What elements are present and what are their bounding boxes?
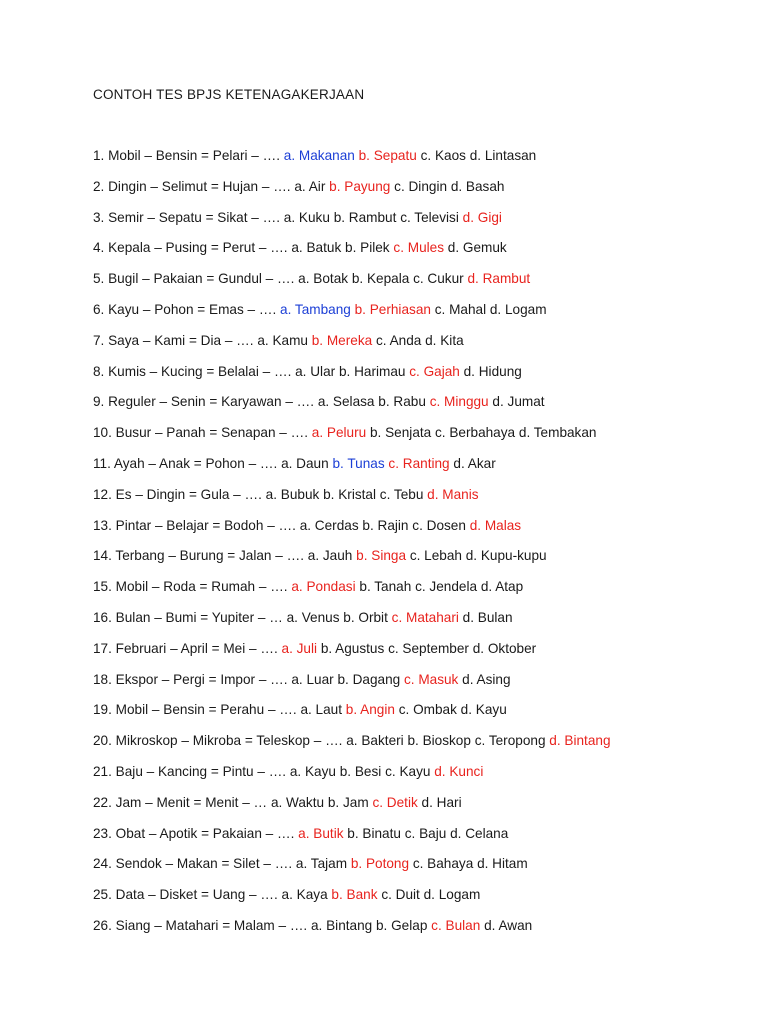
question-row bbox=[93, 425, 748, 456]
answer-option: c. Matahari bbox=[391, 609, 459, 625]
question-stem: 25. Data – Disket = Uang – …. bbox=[93, 887, 282, 903]
answer-option: c. Gajah bbox=[409, 363, 460, 379]
question-row bbox=[93, 548, 748, 579]
answer-option: b. Perhiasan bbox=[354, 301, 431, 317]
answer-option: b. Besi bbox=[339, 763, 382, 779]
answer-option: d. Kayu bbox=[460, 702, 507, 718]
question-stem: 17. Februari – April = Mei – …. bbox=[93, 640, 282, 656]
answer-option: c. Kaos bbox=[420, 148, 466, 163]
answer-option: d. Bulan bbox=[462, 609, 513, 625]
answer-option: b. Singa bbox=[356, 548, 407, 564]
answer-option: c. Dingin bbox=[394, 178, 448, 194]
answer-option: a. Batuk bbox=[291, 240, 342, 256]
answer-option: b. Potong bbox=[350, 856, 410, 872]
answer-option: c. Anda bbox=[375, 332, 422, 348]
answer-option: c. Detik bbox=[372, 794, 418, 810]
answer-option: d. Akar bbox=[453, 455, 496, 471]
answer-option: d. Gigi bbox=[462, 209, 502, 225]
answer-option: c. Ombak bbox=[398, 702, 457, 718]
answer-option: c. Lebah bbox=[409, 548, 462, 564]
answer-option: b. Senjata bbox=[370, 425, 432, 441]
question-stem: 21. Baju – Kancing = Pintu – …. bbox=[93, 763, 290, 779]
answer-option: b. Pilek bbox=[345, 240, 390, 256]
answer-option: d. Logam bbox=[423, 887, 481, 903]
answer-option: c. Minggu bbox=[429, 394, 489, 410]
question-list bbox=[93, 148, 748, 949]
answer-option: a. Selasa bbox=[317, 394, 375, 410]
answer-option: c. Mules bbox=[393, 240, 445, 256]
answer-option: b. Jam bbox=[327, 794, 369, 810]
question-row bbox=[93, 333, 748, 364]
answer-option: c. Ranting bbox=[388, 455, 450, 471]
question-row bbox=[93, 456, 748, 487]
answer-option: a. Botak bbox=[298, 271, 349, 287]
question-stem: 10. Busur – Panah = Senapan – …. bbox=[93, 425, 312, 441]
answer-option: a. Jauh bbox=[307, 548, 353, 564]
answer-option: b. Orbit bbox=[343, 609, 388, 625]
answer-option: d. Basah bbox=[450, 178, 505, 194]
answer-option: a. Bakteri bbox=[346, 733, 404, 749]
answer-option: a. Air bbox=[294, 178, 326, 194]
answer-option: a. Kayu bbox=[289, 763, 336, 779]
answer-option: d. Tembakan bbox=[518, 425, 597, 441]
answer-option: d. Gemuk bbox=[447, 240, 507, 256]
question-stem: 24. Sendok – Makan = Silet – …. bbox=[93, 856, 296, 872]
answer-option: a. Cerdas bbox=[299, 517, 359, 533]
answer-option: d. Manis bbox=[427, 486, 479, 502]
answer-option: b. Rajin bbox=[362, 517, 409, 533]
answer-option: d. Jumat bbox=[492, 394, 545, 410]
answer-option: a. Daun bbox=[281, 455, 329, 471]
answer-option: a. Juli bbox=[281, 640, 318, 656]
answer-option: c. Bahaya bbox=[412, 856, 474, 872]
answer-option: c. Berbahaya bbox=[435, 425, 516, 441]
answer-option: d. Kita bbox=[425, 332, 464, 348]
question-row bbox=[93, 518, 748, 549]
answer-option: c. September bbox=[388, 640, 469, 656]
question-stem: 2. Dingin – Selimut = Hujan – …. bbox=[93, 178, 295, 194]
question-stem: 12. Es – Dingin = Gula – …. bbox=[93, 486, 266, 502]
question-stem: 15. Mobil – Roda = Rumah – …. bbox=[93, 579, 292, 595]
question-stem: 9. Reguler – Senin = Karyawan – …. bbox=[93, 394, 318, 410]
question-row bbox=[93, 702, 748, 733]
answer-option: b. Kepala bbox=[351, 271, 410, 287]
question-row bbox=[93, 579, 748, 610]
question-row bbox=[93, 887, 748, 918]
answer-option: a. Butik bbox=[298, 825, 344, 841]
question-stem: 1. Mobil – Bensin = Pelari – …. bbox=[93, 148, 284, 163]
answer-option: a. Laut bbox=[300, 702, 343, 718]
answer-option: b. Tunas bbox=[332, 455, 385, 471]
answer-option: d. Kupu-kupu bbox=[465, 548, 547, 564]
answer-option: c. Masuk bbox=[403, 671, 459, 687]
answer-option: a. Pondasi bbox=[291, 579, 356, 595]
question-row bbox=[93, 856, 748, 887]
answer-option: c. Jendela bbox=[415, 579, 478, 595]
question-row bbox=[93, 394, 748, 425]
answer-option: a. Kamu bbox=[257, 332, 308, 348]
question-stem: 7. Saya – Kami = Dia – …. bbox=[93, 332, 258, 348]
question-row bbox=[93, 918, 748, 949]
question-row bbox=[93, 795, 748, 826]
answer-option: b. Rabu bbox=[378, 394, 426, 410]
question-row bbox=[93, 826, 748, 857]
question-stem: 8. Kumis – Kucing = Belalai – …. bbox=[93, 363, 296, 379]
answer-option: c. Cukur bbox=[413, 271, 464, 287]
answer-option: b. Harimau bbox=[338, 363, 406, 379]
answer-option: d. Hidung bbox=[463, 363, 522, 379]
answer-option: b. Gelap bbox=[376, 917, 428, 933]
answer-option: b. Rambut bbox=[333, 209, 397, 225]
answer-option: a. Makanan bbox=[283, 148, 355, 163]
answer-option: a. Luar bbox=[291, 671, 334, 687]
answer-option: c. Bulan bbox=[431, 917, 481, 933]
page-title: CONTOH TES BPJS KETENAGAKERJAAN bbox=[93, 87, 365, 102]
answer-option: c. Mahal bbox=[434, 301, 487, 317]
answer-option: c. Dosen bbox=[412, 517, 466, 533]
answer-option: d. Kunci bbox=[434, 763, 484, 779]
question-row bbox=[93, 764, 748, 795]
question-row bbox=[93, 364, 748, 395]
answer-option: c. Teropong bbox=[474, 733, 546, 749]
question-stem: 26. Siang – Matahari = Malam – …. bbox=[93, 917, 311, 933]
answer-option: b. Dagang bbox=[337, 671, 401, 687]
question-stem: 18. Ekspor – Pergi = Impor – …. bbox=[93, 671, 292, 687]
answer-option: a. Bintang bbox=[311, 917, 373, 933]
question-row bbox=[93, 672, 748, 703]
answer-option: b. Bank bbox=[331, 887, 378, 903]
answer-option: d. Hitam bbox=[477, 856, 528, 872]
answer-option: a. Kaya bbox=[281, 887, 328, 903]
question-row bbox=[93, 148, 748, 179]
answer-option: d. Logam bbox=[489, 301, 547, 317]
answer-option: d. Celana bbox=[450, 825, 509, 841]
answer-option: a. Kuku bbox=[283, 209, 330, 225]
answer-option: b. Kristal bbox=[323, 486, 377, 502]
answer-option: d. Lintasan bbox=[469, 148, 537, 163]
answer-option: c. Tebu bbox=[379, 486, 424, 502]
answer-option: b. Mereka bbox=[311, 332, 373, 348]
document-page bbox=[93, 87, 748, 949]
question-stem: 19. Mobil – Bensin = Perahu – …. bbox=[93, 702, 301, 718]
question-stem: 20. Mikroskop – Mikroba = Teleskop – …. bbox=[93, 733, 347, 749]
answer-option: c. Duit bbox=[381, 887, 420, 903]
question-row bbox=[93, 487, 748, 518]
answer-option: b. Bioskop bbox=[407, 733, 471, 749]
question-row bbox=[93, 641, 748, 672]
question-stem: 23. Obat – Apotik = Pakaian – …. bbox=[93, 825, 299, 841]
question-stem: 16. Bulan – Bumi = Yupiter – … bbox=[93, 609, 287, 625]
question-row bbox=[93, 302, 748, 333]
answer-option: d. Malas bbox=[469, 517, 522, 533]
question-row bbox=[93, 733, 748, 764]
answer-option: d. Awan bbox=[484, 917, 533, 933]
answer-option: a. Ular bbox=[295, 363, 336, 379]
question-row bbox=[93, 179, 748, 210]
answer-option: c. Baju bbox=[404, 825, 447, 841]
answer-option: b. Agustus bbox=[320, 640, 385, 656]
answer-option: b. Tanah bbox=[359, 579, 412, 595]
question-stem: 6. Kayu – Pohon = Emas – …. bbox=[93, 301, 281, 317]
question-row bbox=[93, 610, 748, 641]
answer-option: c. Televisi bbox=[400, 209, 459, 225]
answer-option: c. Kayu bbox=[385, 763, 431, 779]
question-stem: 5. Bugil – Pakaian = Gundul – …. bbox=[93, 271, 299, 287]
answer-option: d. Asing bbox=[462, 671, 511, 687]
question-stem: 11. Ayah – Anak = Pohon – …. bbox=[93, 455, 282, 471]
question-stem: 14. Terbang – Burung = Jalan – …. bbox=[93, 548, 308, 564]
answer-option: a. Tajam bbox=[295, 856, 348, 872]
answer-option: a. Venus bbox=[286, 609, 340, 625]
answer-option: a. Peluru bbox=[311, 425, 367, 441]
question-stem: 3. Semir – Sepatu = Sikat – …. bbox=[93, 209, 284, 225]
question-stem: 22. Jam – Menit = Menit – … bbox=[93, 794, 271, 810]
question-row bbox=[93, 240, 748, 271]
question-stem: 4. Kepala – Pusing = Perut – …. bbox=[93, 240, 292, 256]
answer-option: d. Rambut bbox=[467, 271, 531, 287]
answer-option: b. Binatu bbox=[347, 825, 401, 841]
question-row bbox=[93, 210, 748, 241]
answer-option: d. Atap bbox=[480, 579, 524, 595]
answer-option: a. Tambang bbox=[280, 301, 351, 317]
answer-option: a. Bubuk bbox=[265, 486, 320, 502]
answer-option: d. Oktober bbox=[472, 640, 537, 656]
question-row bbox=[93, 271, 748, 302]
answer-option: b. Angin bbox=[345, 702, 395, 718]
answer-option: d. Bintang bbox=[549, 733, 611, 749]
answer-option: b. Sepatu bbox=[358, 148, 417, 163]
question-stem: 13. Pintar – Belajar = Bodoh – …. bbox=[93, 517, 300, 533]
answer-option: a. Waktu bbox=[270, 794, 325, 810]
answer-option: b. Payung bbox=[329, 178, 391, 194]
answer-option: d. Hari bbox=[421, 794, 462, 810]
